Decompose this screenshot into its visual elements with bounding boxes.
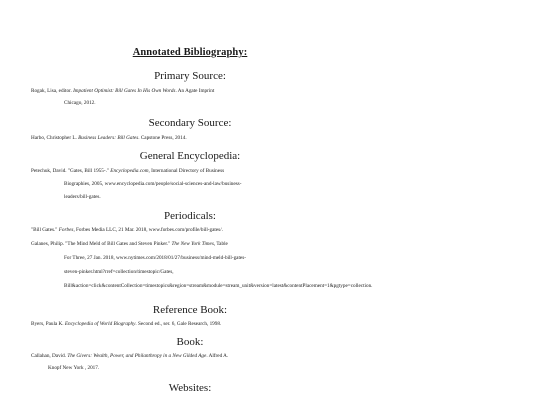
citation-line: Galanes, Philip. "The Mind Meld of Bill Gates and Steven Pinker." The New York Times, Table	[31, 241, 228, 247]
section-heading-periodicals: Periodicals:	[164, 210, 216, 222]
citation-line: leaders/bill-gates.	[64, 194, 101, 200]
citation-line: Byers, Paula K. Encyclopedia of World Biography. Second ed., ser. 6, Gale Research, 1998.	[31, 321, 222, 327]
citation-line: Chicago, 2012.	[64, 100, 96, 106]
section-heading-general-encyclopedia: General Encyclopedia:	[139, 150, 241, 162]
citation-line: For Three, 27 Jan. 2018, www.nytimes.com/2018/01/27/business/mind-meld-bill-gates-	[64, 255, 246, 261]
citation-line: Harbo, Christopher L. Business Leaders: Bill Gates. Capstone Press, 2014.	[31, 135, 187, 141]
section-heading-websites: Websites:	[168, 382, 212, 394]
citation-line: Bill&action=click&contentCollection=timestopics&region=stream&module=stream_unit&version=latest&contentPlacement=1&pgtype=collection.	[64, 283, 373, 289]
citation-line: steven-pinker.html?rref=collection/timestopic/Gates,	[64, 269, 174, 275]
citation-line: Knopf New York , 2017.	[48, 365, 100, 371]
citation-line: Petechuk, David. "Gates, Bill 1955-." Encyclopedia.com, International Directory of Business	[31, 168, 225, 174]
citation-line: "Bill Gates." Forbes, Forbes Media LLC, 21 Mar. 2018, www.forbes.com/profile/bill-gates/.	[31, 227, 223, 233]
document-title: Annotated Bibliography:	[132, 47, 248, 58]
section-heading-primary-source: Primary Source:	[154, 70, 226, 82]
section-heading-book: Book:	[176, 336, 204, 348]
citation-line: Rogak, Lisa, editor. Impatient Optimist: Bill Gates In His Own Words. An Agate Imprint	[31, 88, 215, 94]
section-heading-secondary-source: Secondary Source:	[148, 117, 232, 129]
citation-line: Biographies, 2005, www.encyclopedia.com/people/social-sciences-and-law/business-	[64, 181, 242, 187]
citation-line: Callahan, David. The Givers: Wealth, Power, and Philanthropy in a New Gilded Age. Alfred A.	[31, 353, 229, 359]
section-heading-reference-book: Reference Book:	[152, 304, 228, 316]
